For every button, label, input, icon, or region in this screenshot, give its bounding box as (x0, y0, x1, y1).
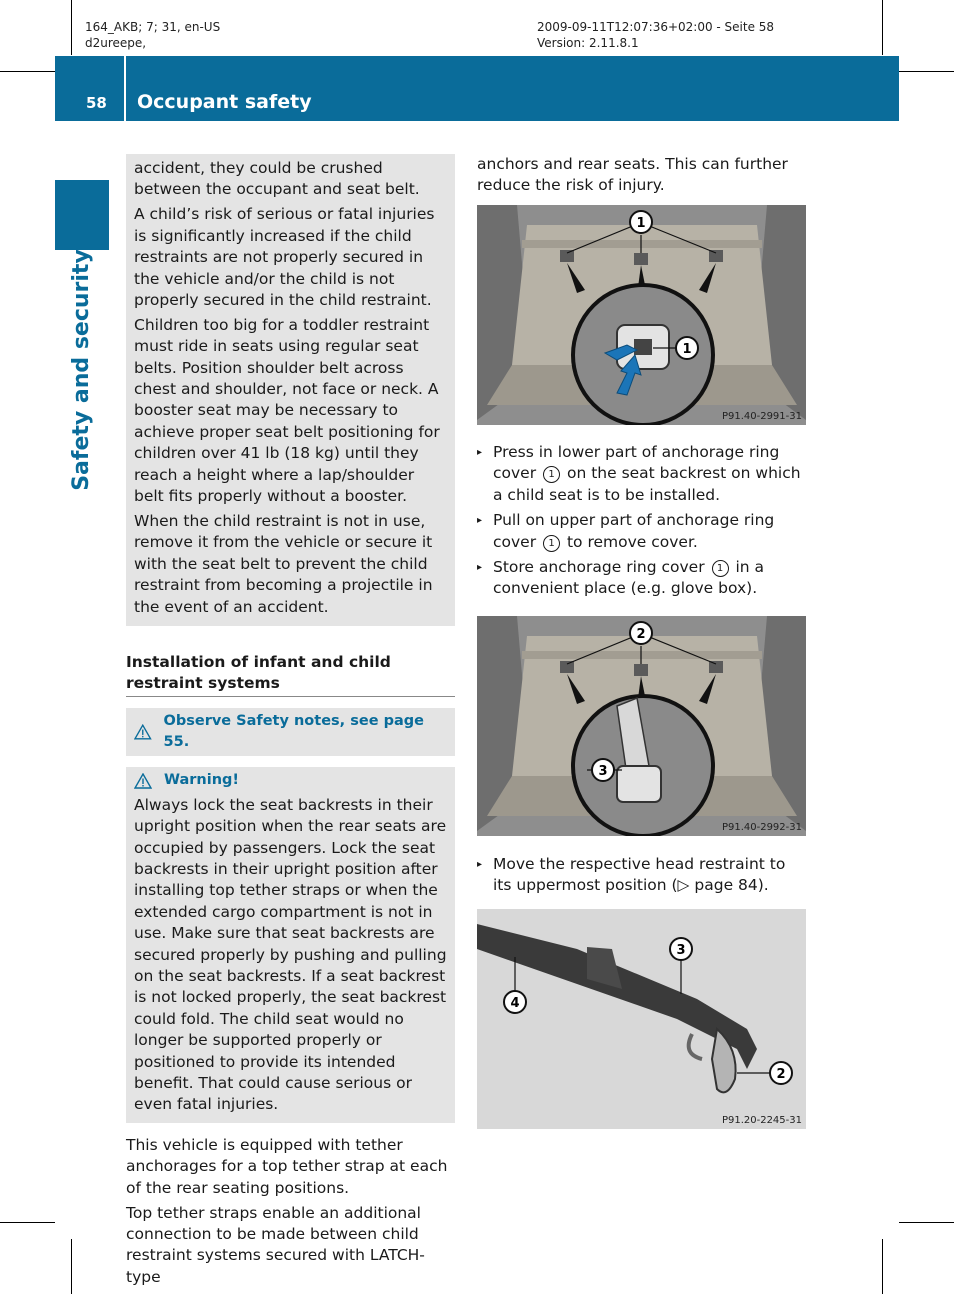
right-column-intro (477, 154, 806, 200)
step-item (477, 510, 806, 553)
callout-reference: 1 (543, 535, 560, 552)
step-arrow-icon: ▸ (477, 562, 483, 574)
step-item (477, 854, 806, 897)
warning-triangle-icon (134, 773, 152, 789)
paragraph: anchors and rear seats. This can further reduce the risk of injury. (477, 155, 788, 195)
step-list (477, 854, 806, 901)
print-meta-right (537, 19, 774, 51)
step-text: Press in lower part of anchorage ring cover (493, 443, 780, 483)
crop-mark (71, 0, 72, 55)
meta-line: d2ureepe, (85, 36, 147, 50)
paragraph: A child’s risk of serious or fatal injuries is significantly increased if the child restraints are not properly secured in the vehicle and/or the child is not properly secured in the child restraint. (134, 205, 435, 309)
callout-number: 1 (682, 342, 692, 357)
paragraph: Children too big for a toddler restraint must ride in seats using regular seat belts. Position shoulder belt across chest and shoulder, not face or neck. A booster seat may be necessary to achieve proper seat belt positioning for children over 41 lb (18 kg) until they reach a height where a lap/shoulder belt fits properly without a booster. (134, 315, 440, 506)
callout-number: 1 (636, 216, 646, 231)
crop-mark (899, 71, 954, 72)
callout-number: 3 (598, 764, 608, 779)
crop-mark (71, 1239, 72, 1294)
crop-mark (0, 71, 55, 72)
step-item (477, 442, 806, 506)
figure-code: P91.40-2992-31 (721, 822, 802, 833)
callout-reference: 1 (543, 466, 560, 483)
figure-anchorage-cover (477, 205, 806, 425)
warning-title: Warning! (164, 772, 240, 789)
callout-number: 2 (776, 1067, 786, 1082)
meta-line: Version: 2.11.8.1 (537, 36, 639, 50)
paragraph: Top tether straps enable an additional connection to be made between child restraint systems secured with LATCH-type (126, 1203, 425, 1286)
step-list (477, 442, 806, 604)
continued-warning-box (126, 154, 455, 626)
crop-mark (882, 1239, 883, 1294)
print-meta-left (85, 19, 220, 51)
step-text: Pull on upper part of anchorage ring cover (493, 511, 775, 551)
figure-tether-installed (477, 616, 806, 836)
meta-line: 2009-09-11T12:07:36+02:00 - Seite 58 (537, 20, 775, 34)
chapter-side-label: Safety and security (69, 249, 94, 491)
step-text: Store anchorage ring cover (493, 558, 705, 577)
warning-triangle-icon (134, 724, 152, 740)
safety-note-link[interactable]: Observe Safety notes, see page 55. (163, 712, 424, 750)
crop-mark (0, 1222, 55, 1223)
tether-strap-illustration (477, 909, 806, 1129)
crop-mark (899, 1222, 954, 1223)
callout-number: 4 (510, 996, 520, 1011)
safety-note (126, 708, 455, 757)
page-number: 58 (86, 94, 107, 112)
step-text: in a convenient place (e.g. glove box). (493, 558, 765, 598)
cargo-area-illustration (477, 616, 806, 836)
step-text: on the seat backrest on which a child seat is to be installed. (493, 464, 801, 504)
step-arrow-icon: ▸ (477, 859, 483, 870)
step-item (477, 557, 806, 600)
figure-code: P91.40-2991-31 (721, 411, 802, 422)
step-text: to remove cover. (566, 532, 698, 551)
meta-line: 164_AKB; 7; 31, en-US (85, 20, 221, 34)
figure-code: P91.20-2245-31 (721, 1115, 802, 1126)
paragraph: When the child restraint is not in use, remove it from the vehicle or secure it with the seat belt to prevent the child restraint from becoming a projectile in the event of an accident. (134, 512, 433, 616)
step-text: Move the respective head restraint to its uppermost position (▷ page 84). (493, 855, 786, 895)
paragraph: This vehicle is equipped with tether anchorages for a top tether strap at each of the rear seating positions. (126, 1135, 448, 1197)
header-divider (124, 56, 126, 121)
section-title: Occupant safety (137, 91, 312, 113)
step-arrow-icon: ▸ (477, 447, 483, 458)
crop-mark (882, 0, 883, 55)
callout-reference: 1 (712, 560, 729, 577)
callout-number: 3 (676, 943, 686, 958)
left-column (126, 154, 455, 1292)
warning-text: Always lock the seat backrests in their upright position when the rear seats are occupied by passengers. Lock the seat backrests in their upright position after installing top tether straps or when the extended cargo compartment is not in use. Make sure that seat backrests are secured properly by pushing and pulling on the seat backrests. If a seat backrest is not locked properly, the seat backrest could fold. The child seat would no longer be supported properly or positioned to provide its intended benefit. That could cause serious or even fatal injuries. (134, 795, 447, 1114)
paragraph: accident, they could be crushed between the occupant and seat belt. (134, 159, 420, 199)
figure-tether-hook (477, 909, 806, 1129)
subheading: Installation of infant and child restraint systems (126, 652, 455, 697)
cargo-area-illustration (477, 205, 806, 425)
warning-box (126, 767, 455, 1123)
step-arrow-icon: ▸ (477, 515, 483, 527)
callout-number: 2 (636, 627, 646, 642)
